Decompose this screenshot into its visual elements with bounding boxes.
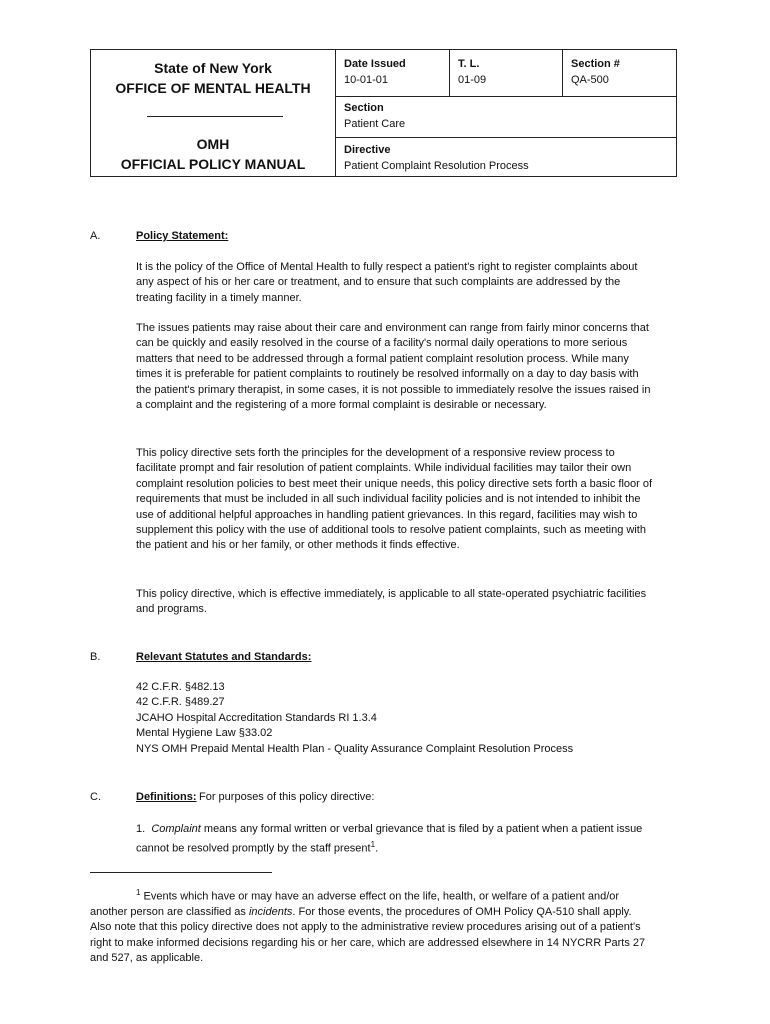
- policy-meta-block: [336, 50, 676, 176]
- statute-item: NYS OMH Prepaid Mental Health Plan - Quality Assurance Complaint Resolution Process: [136, 743, 574, 755]
- section-number-value: QA-500: [571, 74, 609, 86]
- statute-item: 42 C.F.R. §489.27: [136, 696, 225, 708]
- policy-header-box: [90, 49, 677, 177]
- agency-state: State of New York: [154, 60, 272, 76]
- definitions-intro: For purposes of this policy directive:: [199, 791, 375, 803]
- footnote-reference: 1: [370, 840, 376, 850]
- section-a-title: Policy Statement:: [136, 230, 229, 242]
- section-b-letter: B.: [90, 651, 101, 663]
- date-issued-cell: [336, 50, 449, 96]
- directive-label: Directive: [344, 144, 391, 156]
- statute-item: JCAHO Hospital Accreditation Standards RI 1.3.4: [136, 712, 377, 724]
- footnote-text-before: Events which have or may have an adverse effect on the life, health, or welfare of a patient and/or another person are classified as: [90, 890, 620, 919]
- definition-end: .: [375, 843, 379, 856]
- section-a-letter: A.: [90, 230, 101, 242]
- definition-complaint: [136, 822, 656, 857]
- tl-value: 01-09: [458, 74, 487, 86]
- tl-cell: [449, 50, 562, 96]
- footnote-divider: [90, 872, 272, 873]
- section-c-title: Definitions:: [136, 791, 197, 803]
- section-label: Section: [344, 102, 384, 114]
- policy-paragraph-3: This policy directive sets forth the principles for the development of a responsive review process to facilitate prompt and fair resolution of patient complaints. While individual facilities may tailor their own complaint resolution policies to best meet their unique needs, this policy directive sets forth a basic floor of requirements that must be included in all such individual facility policies and is not intended to inhibit the use of additional helpful approaches in handling patient grievances. In this regard, facilities may wish to supplement this policy with the use of additional tools to resolve patient complaints, such as meeting with the patient and his or her family, or other methods it finds effective.: [136, 447, 653, 552]
- date-issued-label: Date Issued: [344, 58, 406, 70]
- directive-value: Patient Complaint Resolution Process: [344, 160, 529, 172]
- policy-paragraph-1: It is the policy of the Office of Mental Health to fully respect a patient's right to register complaints about any aspect of his or her care or treatment, and to ensure that such complaints are addressed by the treating facility in a timely manner.: [136, 261, 638, 304]
- policy-paragraph-2: The issues patients may raise about their care and environment can range from fairly minor concerns that can be quickly and easily resolved in the course of a facility's normal daily operations to more serious matters that need to be addressed through a formal patient complaint resolution process. While many times it is preferable for patient complaints to routinely be resolved informally on a day to day basis with the patient's primary therapist, in some cases, it is not possible to immediately resolve the issues raised in a complaint and the registering of a more formal complaint is desirable or necessary.: [136, 322, 651, 412]
- header-divider-line: [147, 116, 283, 117]
- meta-top-row: [336, 50, 676, 97]
- agency-block: [91, 50, 336, 176]
- directive-row: [336, 138, 676, 176]
- footnote: [90, 885, 650, 967]
- definition-number: 1.: [136, 823, 146, 835]
- section-number-cell: [562, 50, 676, 96]
- footnote-marker: 1: [136, 888, 141, 897]
- footnote-text-after: . For those events, the procedures of OMH Policy QA-510 shall apply. Also note that this policy directive does not apply to the administrative review procedures arising out of a patient's right to make informed decisions regarding his or her care, which are addressed elsewhere in 14 NYCRR Parts 27 and 527, as applicable.: [90, 906, 646, 965]
- definition-text: means any formal written or verbal grievance that is filed by a patient when a patient issue cannot be resolved promptly by the staff present: [136, 823, 643, 856]
- agency-office: OFFICE OF MENTAL HEALTH: [115, 80, 311, 96]
- section-value: Patient Care: [344, 118, 406, 130]
- statute-item: 42 C.F.R. §482.13: [136, 681, 225, 693]
- footnote-term: incidents: [248, 906, 293, 919]
- statute-item: Mental Hygiene Law §33.02: [136, 727, 273, 739]
- tl-label: T. L.: [458, 58, 480, 70]
- section-row: [336, 96, 676, 138]
- omh-label: OMH: [196, 136, 230, 152]
- section-number-label: Section #: [571, 58, 620, 70]
- policy-paragraph-4: This policy directive, which is effective immediately, is applicable to all state-operated psychiatric facilities and programs.: [136, 588, 647, 616]
- section-b-title: Relevant Statutes and Standards:: [136, 651, 312, 663]
- section-c-letter: C.: [90, 791, 101, 803]
- manual-title: OFFICIAL POLICY MANUAL: [120, 156, 306, 172]
- definition-term: Complaint: [151, 823, 201, 835]
- date-issued-value: 10-01-01: [344, 74, 389, 86]
